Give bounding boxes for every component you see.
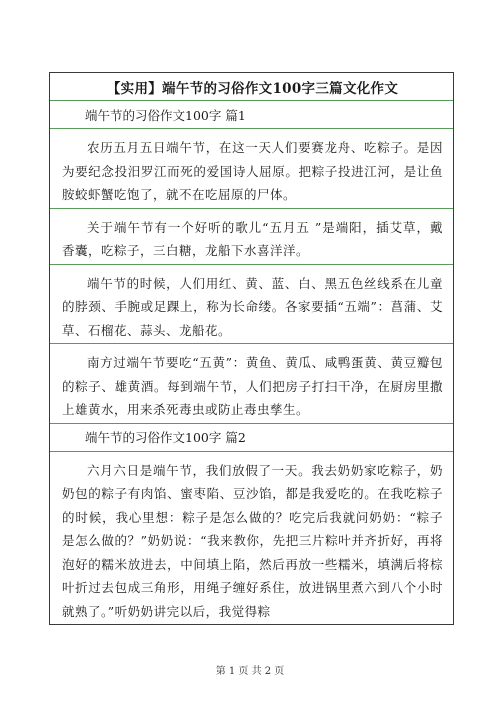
section-heading: 端午节的习俗作文100字 篇2 (50, 423, 453, 451)
paragraph: 南方过端午节要吃“五黄”：黄鱼、黄瓜、咸鸭蛋黄、黄豆瓣包的粽子、雄黄酒。每到端午节，人们把房子打扫干净，在厨房里撒上雄黄水，用来杀死毒虫或防止毒虫孳生。 (50, 343, 453, 423)
paragraph: 六月六日是端午节，我们放假了一天。我去奶奶家吃粽子，奶奶包的粽子有肉馅、蜜枣陷、豆沙馅，都是我爱吃的。在我吃粽子的时候，我心里想：粽子是怎么做的？吃完后我就问奶奶：“粽子是怎么做的？”奶奶说：“我来教你，先把三片粽叶并齐折好，再将泡好的糯米放进去，中间填上陷，然后再放一些糯米，填满后将棕叶折过去包成三角形，用绳子缠好系住，放进锅里煮六到八个小时就熟了。”听奶奶讲完以后，我觉得粽 (50, 451, 453, 625)
paragraph: 端午节的时候，人们用红、黄、蓝、白、黑五色丝线系在儿童的脖颈、手腕或足踝上，称为长命缕。各家要插“五端”：菖蒲、艾草、石榴花、蒜头、龙船花。 (50, 264, 453, 344)
page-number-footer: 第 1 页 共 2 页 (215, 666, 285, 677)
paragraph: 关于端午节有一个好听的歌儿“五月五 ”是端阳，插艾草，戴香囊，吃粽子，三白糖，龙船下水喜洋洋。 (50, 208, 453, 264)
document-table (49, 72, 454, 625)
document-title: 【实用】端午节的习俗作文100字三篇文化作文 (106, 80, 399, 97)
paragraph: 农历五月五日端午节，在这一天人们要赛龙舟、吃粽子。是因为要纪念投汨罗江而死的爱国诗人屈原。把粽子投进江河，是让鱼胺蛟虾蟹吃饱了，就不在吃屈原的尸体。 (50, 128, 453, 208)
section-heading: 端午节的习俗作文100字 篇1 (50, 100, 453, 128)
